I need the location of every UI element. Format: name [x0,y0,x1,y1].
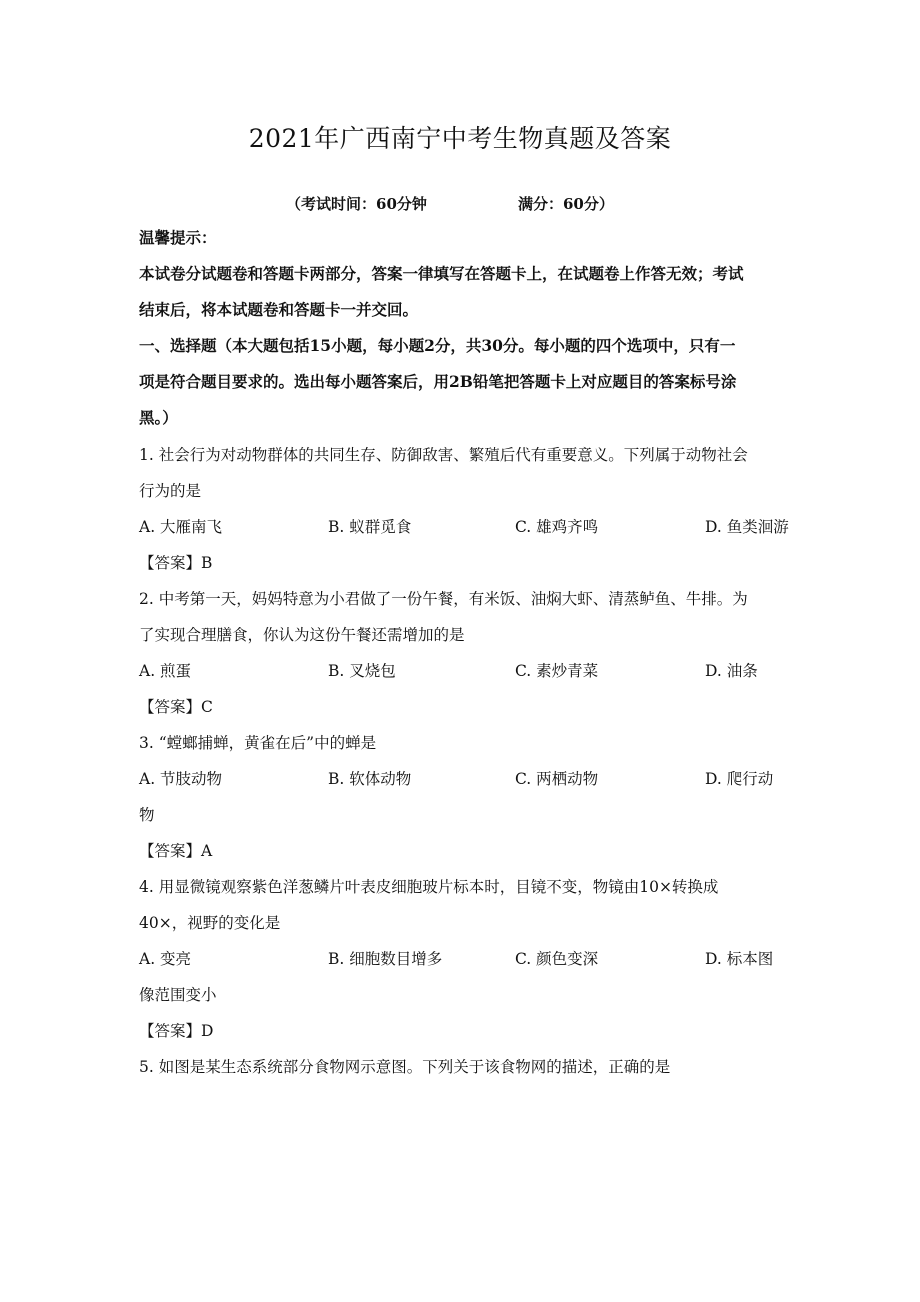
question-3-option-c: C. 两栖动物 [515,770,599,788]
document-title: 2021年广西南宁中考生物真题及答案 [248,124,672,153]
question-3-option-b: B. 软体动物 [328,770,412,788]
tips-line-1: 本试卷分试题卷和答题卡两部分，答案一律填写在答题卡上，在试题卷上作答无效；考试 [139,264,744,283]
tips-line-2: 结束后，将本试题卷和答题卡一并交回。 [139,300,419,319]
question-3-option-d-wrap: 物 [139,806,155,824]
question-3-answer: 【答案】A [139,842,213,860]
question-1-stem: 1. 社会行为对动物群体的共同生存、防御敌害、繁殖后代有重要意义。下列属于动物社会 [139,446,748,464]
section-instructions-2: 项是符合题目要求的。选出每小题答案后，用2B铅笔把答题卡上对应题目的答案标号涂 [139,372,737,391]
exam-time: （考试时间：60分钟 [286,195,427,213]
question-1-option-c: C. 雄鸡齐鸣 [515,518,599,536]
question-2-stem-cont: 了实现合理膳食，你认为这份午餐还需增加的是 [139,626,465,644]
question-1-option-a: A. 大雁南飞 [139,518,223,536]
question-2-option-a: A. 煎蛋 [139,662,192,680]
question-3-stem: 3. “螳螂捕蝉，黄雀在后”中的蝉是 [139,734,377,752]
question-1-stem-cont: 行为的是 [139,482,202,500]
section-instructions-3: 黑。） [139,408,178,427]
question-3-option-d: D. 爬行动 [705,770,774,788]
question-4-option-d-wrap: 像范围变小 [139,986,217,1004]
question-5-stem: 5. 如图是某生态系统部分食物网示意图。下列关于该食物网的描述，正确的是 [139,1058,671,1076]
question-2-option-d: D. 油条 [705,662,758,680]
question-1-option-b: B. 蚁群觅食 [328,518,412,536]
question-4-answer: 【答案】D [139,1022,214,1040]
full-score: 满分：60分） [518,195,614,213]
question-1-option-d: D. 鱼类洄游 [705,518,789,536]
tips-heading: 温馨提示： [139,228,217,247]
question-4-stem-cont: 40×，视野的变化是 [139,914,281,932]
question-3-option-a: A. 节肢动物 [139,770,223,788]
question-4-stem: 4. 用显微镜观察紫色洋葱鳞片叶表皮细胞玻片标本时，目镜不变，物镜由10×转换成 [139,878,719,896]
section-instructions-1: 一、选择题（本大题包括15小题，每小题2分，共30分。每小题的四个选项中，只有一 [139,336,736,355]
question-2-option-b: B. 叉烧包 [328,662,396,680]
question-4-option-b: B. 细胞数目增多 [328,950,443,968]
question-4-option-c: C. 颜色变深 [515,950,599,968]
question-2-answer: 【答案】C [139,698,213,716]
question-2-option-c: C. 素炒青菜 [515,662,599,680]
question-1-answer: 【答案】B [139,554,213,572]
question-4-option-d: D. 标本图 [705,950,774,968]
question-2-stem: 2. 中考第一天，妈妈特意为小君做了一份午餐，有米饭、油焖大虾、清蒸鲈鱼、牛排。为 [139,590,748,608]
question-4-option-a: A. 变亮 [139,950,192,968]
